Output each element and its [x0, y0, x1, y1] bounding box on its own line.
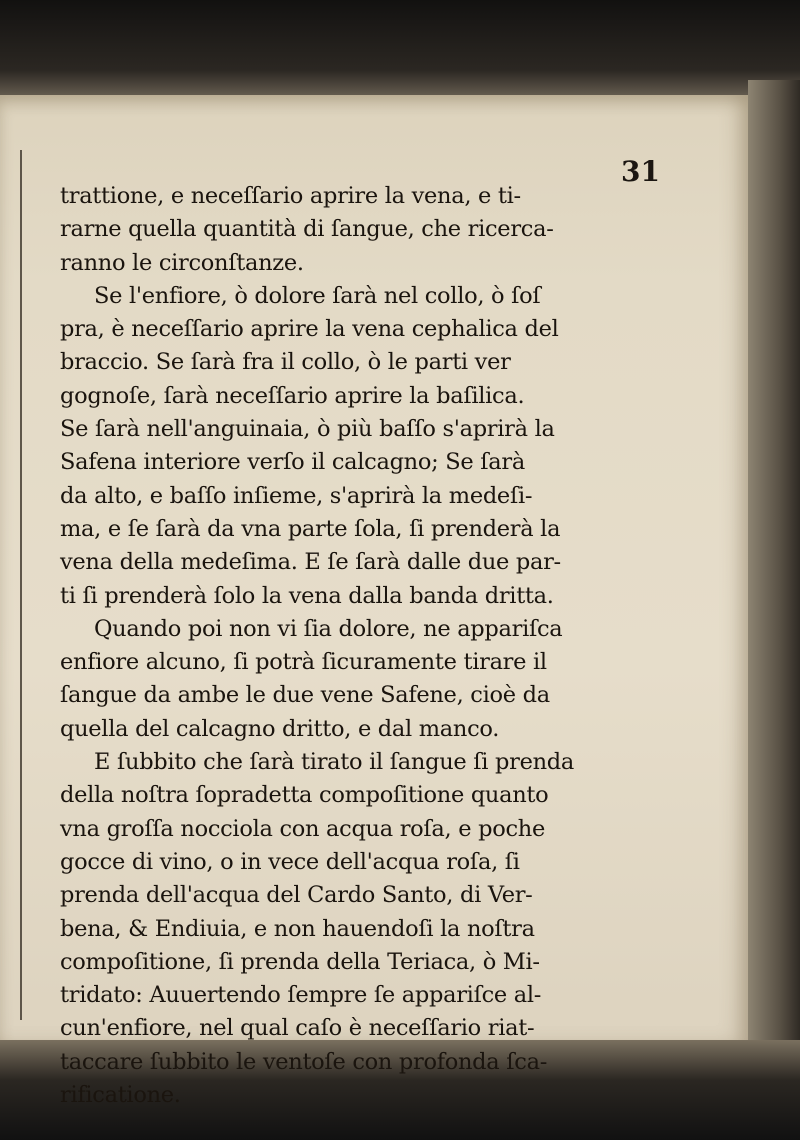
text-line: tridato: Auuertendo ſempre ſe appariſce al- — [60, 982, 542, 1009]
text-line: bena, & Endiuia, e non hauendoſi la noſtra — [60, 915, 535, 942]
text-line: quella del calcagno dritto, e dal manco. — [60, 715, 500, 742]
page-edge-shadow — [748, 80, 800, 1060]
text-line: enfiore alcuno, ſi potrà ſicuramente tirare il — [60, 649, 547, 676]
text-line: Se ſarà nell'anguinaia, ò più baſſo s'aprirà la — [60, 416, 555, 443]
text-line: Safena interiore verſo il calcagno; Se ſarà — [60, 449, 525, 476]
text-line: prenda dell'acqua del Cardo Santo, di Ver- — [60, 882, 533, 909]
text-line: da alto, e baſſo inſieme, s'aprirà la medeſi- — [60, 482, 533, 509]
body-text — [60, 180, 690, 1112]
binding-gutter — [20, 150, 22, 1020]
text-line: rarne quella quantità di ſangue, che ricerca- — [60, 216, 554, 243]
text-line: ma, e ſe ſarà da vna parte ſola, ſi prenderà la — [60, 515, 561, 542]
page-number: 31 — [621, 155, 660, 188]
text-line: ti ſi prenderà ſolo la vena dalla banda dritta. — [60, 582, 554, 609]
text-line: Quando poi non vi ſia dolore, ne appariſca — [94, 615, 563, 642]
text-line: ſangue da ambe le due vene Safene, cioè da — [60, 682, 550, 709]
text-line: compoſitione, ſi prenda della Teriaca, ò Mi- — [60, 948, 540, 975]
text-line: ranno le circonſtanze. — [60, 249, 304, 276]
text-line: vna groſſa nocciola con acqua roſa, e poche — [60, 815, 545, 842]
text-line: della noſtra ſopradetta compoſitione quanto — [60, 782, 549, 809]
text-line: vena della medeſima. E ſe ſarà dalle due par- — [60, 549, 561, 576]
text-line: cun'enfiore, nel qual caſo è neceſſario riat- — [60, 1015, 535, 1042]
text-line: braccio. Se ſarà fra il collo, ò le parti ver — [60, 349, 511, 376]
text-line: gognoſe, ſarà neceſſario aprire la baſilica. — [60, 382, 525, 409]
text-line: pra, è neceſſario aprire la vena cephalica del — [60, 316, 559, 343]
text-line: gocce di vino, o in vece dell'acqua roſa, ſi — [60, 848, 520, 875]
text-line: taccare ſubbito le ventoſe con profonda ſca- — [60, 1048, 547, 1075]
text-line: Se l'enfiore, ò dolore ſarà nel collo, ò ſoſ — [94, 282, 541, 309]
text-line: rificatione. — [60, 1082, 181, 1109]
scan-top-border — [0, 0, 800, 100]
text-line: trattione, e neceſſario aprire la vena, e ti- — [60, 183, 521, 209]
text-line: E ſubbito che ſarà tirato il ſangue ſi prenda — [94, 749, 575, 776]
